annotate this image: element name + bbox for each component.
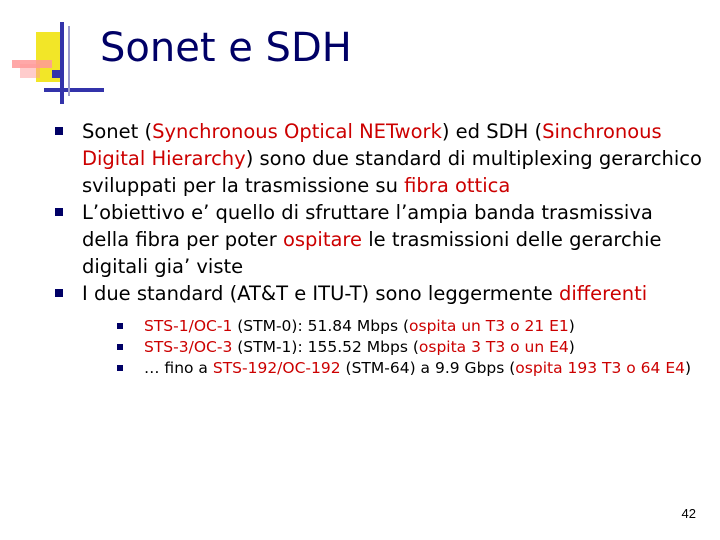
bullet-list [52,118,702,379]
bullet-item [52,280,702,379]
square-bullet-icon [117,344,123,350]
square-bullet-icon [117,365,123,371]
square-bullet-icon [117,323,123,329]
page-number: 42 [681,506,696,521]
square-bullet-icon [55,289,63,297]
sub-bullet-text: … fino a STS-192/OC-192 (STM-64) a 9.9 Gbps (ospita 193 T3 o 64 E4) [144,359,692,377]
sub-bullet-text: STS-3/OC-3 (STM-1): 155.52 Mbps (ospita 3 T3 o un E4) [144,338,575,356]
sub-bullet-item [114,358,702,379]
bullet-item [52,118,702,199]
bullet-text: Sonet (Synchronous Optical NETwork) ed SDH (Sinchronous Digital Hierarchy) sono due standard di multiplexing gerarchico sviluppati per la trasmissione su fibra ottica [82,120,702,197]
corner-decoration-icon [0,0,110,110]
bullet-text: L’obiettivo e’ quello di sfruttare l’ampia banda trasmissiva della fibra per poter ospitare le trasmissioni delle gerarchie digitali gia’ viste [82,201,662,278]
square-bullet-icon [55,208,63,216]
bullet-item [52,199,702,280]
sub-bullet-text: STS-1/OC-1 (STM-0): 51.84 Mbps (ospita un T3 o 21 E1) [144,317,575,335]
bullet-text: I due standard (AT&T e ITU-T) sono leggermente differenti [82,282,648,305]
sub-bullet-item [114,316,702,337]
sub-bullet-item [114,337,702,358]
slide-title: Sonet e SDH [100,25,352,71]
sub-bullet-list [114,316,702,379]
square-bullet-icon [55,127,63,135]
